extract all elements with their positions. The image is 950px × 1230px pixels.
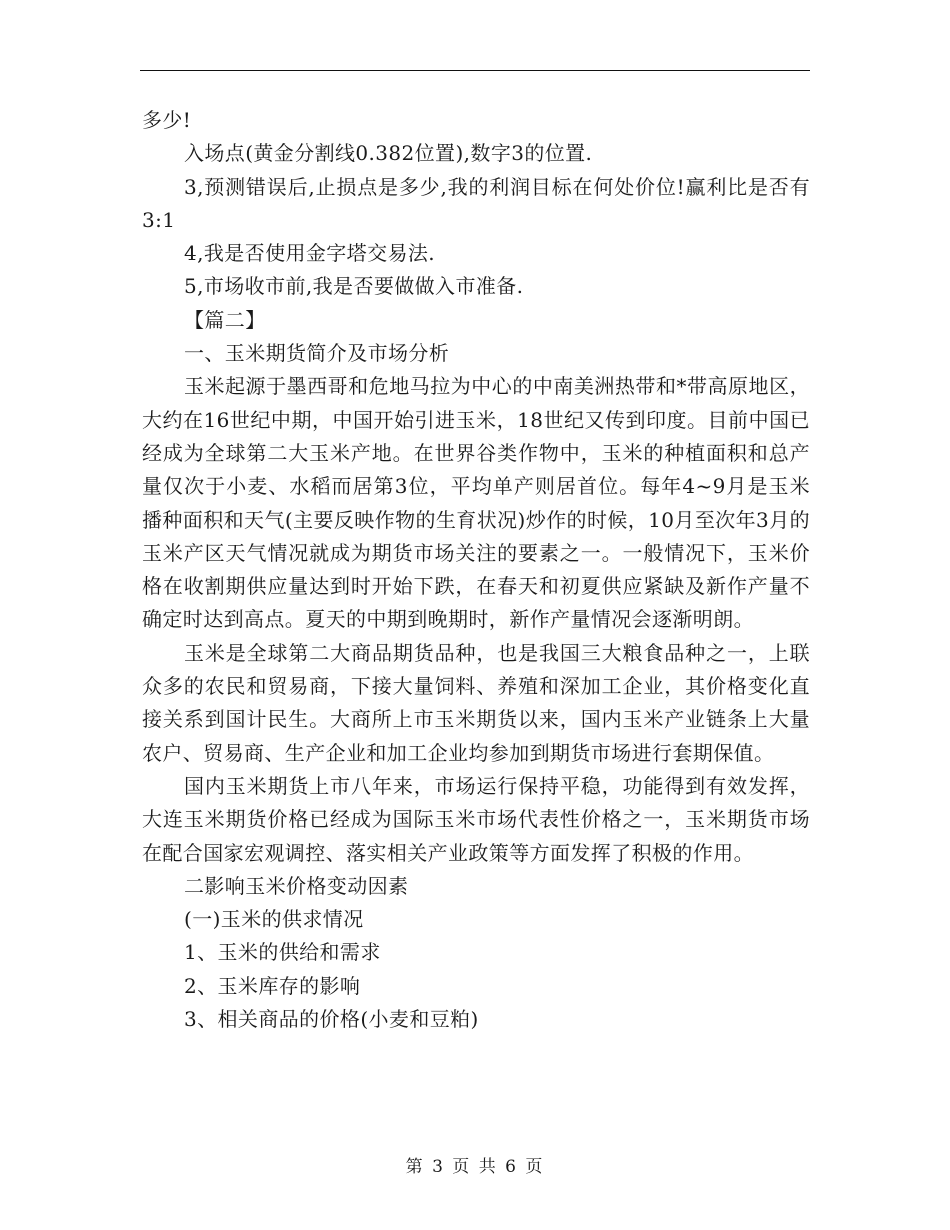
header-rule [140, 70, 810, 71]
paragraph: 多少! [142, 108, 192, 132]
paragraph: 4,我是否使用金字塔交易法. [184, 241, 436, 266]
paragraph: 入场点(黄金分割线0.382位置),数字3的位置. [184, 141, 593, 166]
subsection-heading: (一)玉米的供求情况 [184, 907, 364, 932]
section-heading: 【篇二】 [184, 307, 266, 332]
list-item: 2、玉米库存的影响 [184, 973, 361, 998]
list-item: 3、相关商品的价格(小麦和豆粕) [184, 1007, 479, 1032]
paragraph: 国内玉米期货上市八年来，市场运行保持平稳，功能得到有效发挥，大连玉米期货价格已经成为国际玉米市场代表性价格之一，玉米期货市场在配合国家宏观调控、落实相关产业政策等方面发挥了积极的作用。 [142, 773, 810, 865]
paragraph: 3,预测错误后,止损点是多少,我的利润目标在何处价位!赢利比是否有3:1 [142, 174, 810, 232]
paragraph: 5,市场收市前,我是否要做做入市准备. [184, 274, 524, 299]
section-heading: 一、玉米期货简介及市场分析 [184, 341, 450, 366]
page-number-footer: 第 3 页 共 6 页 [405, 1157, 545, 1177]
list-item: 1、玉米的供给和需求 [184, 940, 381, 965]
document-body [142, 104, 810, 1036]
paragraph: 玉米是全球第二大商品期货品种，也是我国三大粮食品种之一，上联众多的农民和贸易商，下接大量饲料、养殖和深加工企业，其价格变化直接关系到国计民生。大商所上市玉米期货以来，国内玉米产业链条上大量农户、贸易商、生产企业和加工企业均参加到期货市场进行套期保值。 [142, 640, 810, 765]
section-heading: 二影响玉米价格变动因素 [184, 873, 409, 898]
paragraph: 玉米起源于墨西哥和危地马拉为中心的中南美洲热带和*带高原地区，大约在16世纪中期，中国开始引进玉米，18世纪又传到印度。目前中国已经成为全球第二大玉米产地。在世界谷类作物中，玉米的种植面积和总产量仅次于小麦、水稻而居第3位，平均单产则居首位。每年4~9月是玉米播种面积和天气(主要反映作物的生育状况)炒作的时候，10月至次年3月的玉米产区天气情况就成为期货市场关注的要素之一。一般情况下，玉米价格在收割期供应量达到时开始下跌，在春天和初夏供应紧缺及新作产量不确定时达到高点。夏天的中期到晚期时，新作产量情况会逐渐明朗。 [142, 374, 810, 632]
